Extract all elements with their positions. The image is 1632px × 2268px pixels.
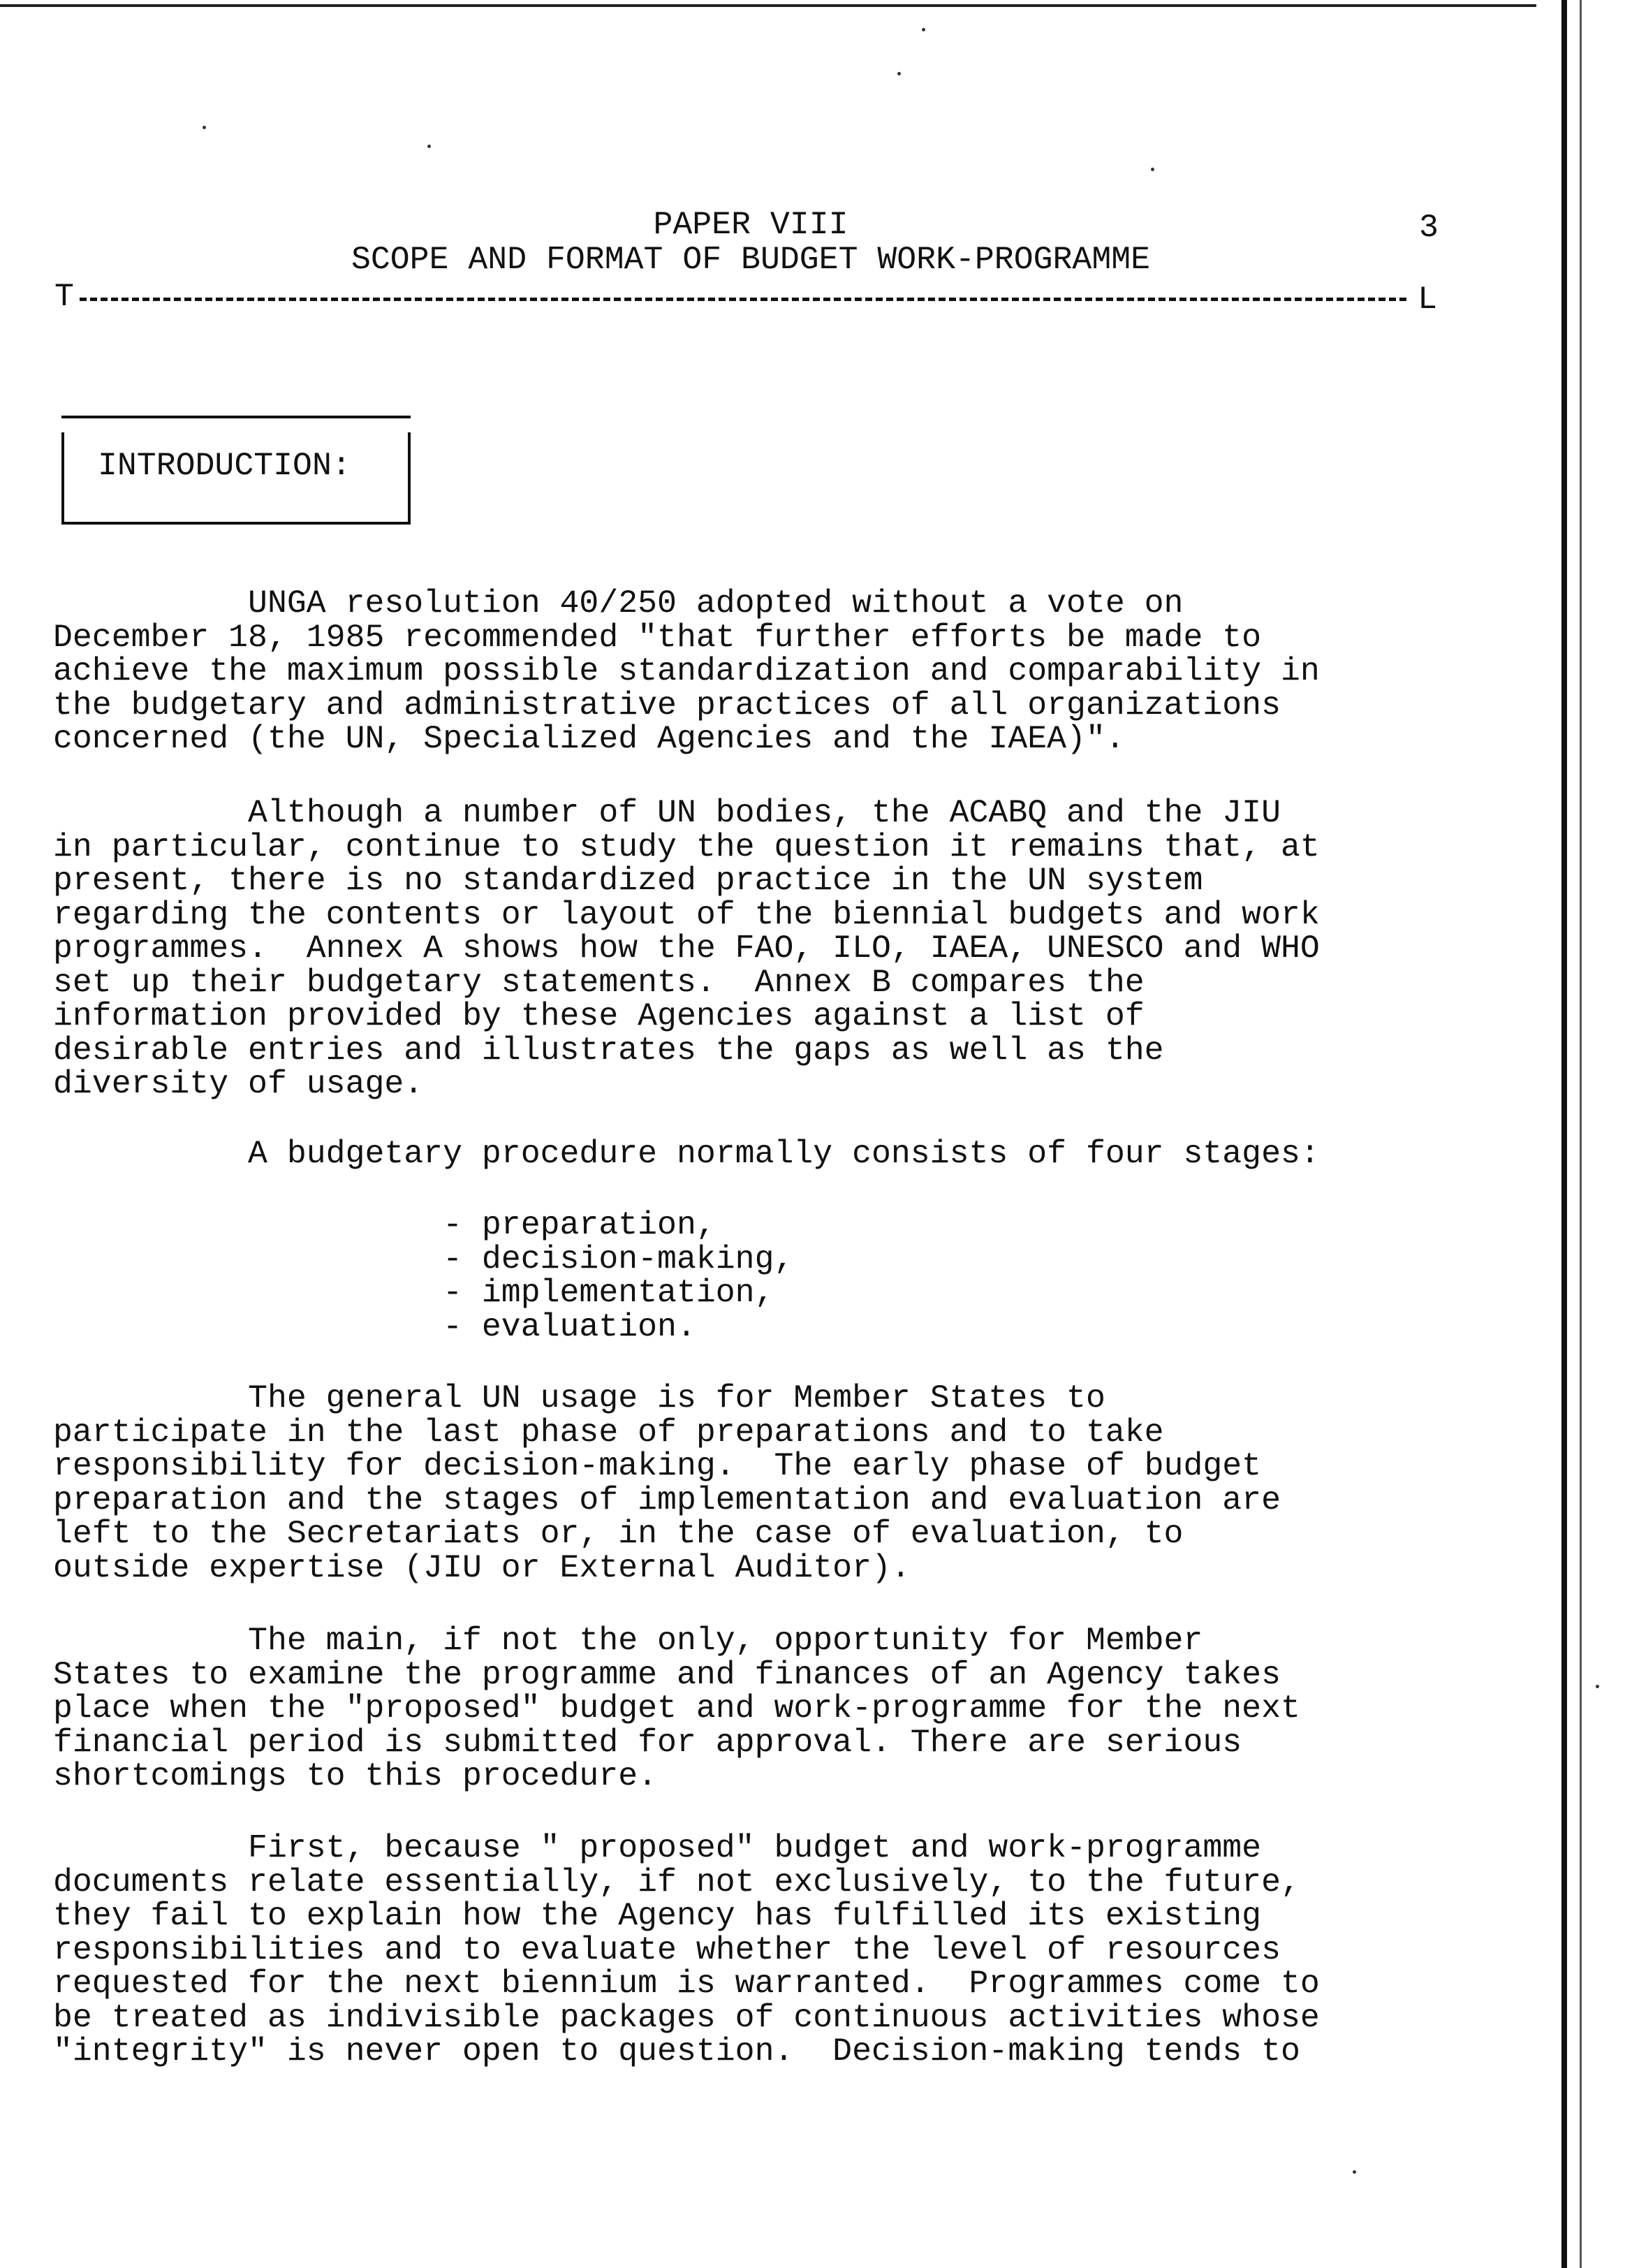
paragraph-line: achieve the maximum possible standardization and comparability in	[53, 652, 1320, 689]
paragraph-line: requested for the next biennium is warranted. Programmes come to	[53, 1965, 1320, 2002]
paragraph-line: place when the "proposed" budget and work-programme for the next	[53, 1690, 1300, 1727]
paragraph-line: information provided by these Agencies against a list of	[53, 997, 1145, 1034]
paragraph	[53, 1382, 1281, 1585]
section-heading: INTRODUCTION:	[98, 447, 351, 484]
paragraph-line: shortcomings to this procedure.	[53, 1757, 658, 1794]
header-rule-left-marker: T	[54, 278, 74, 315]
paragraph-line: the budgetary and administrative practices of all organizations	[53, 686, 1281, 724]
paragraph-line: - evaluation.	[53, 1308, 696, 1345]
scan-speck	[1596, 1685, 1599, 1688]
paragraph	[53, 1624, 1300, 1794]
header-rule-right-marker: L	[1418, 281, 1437, 318]
scan-speck	[897, 72, 901, 75]
paragraph-line: responsibility for decision-making. The early phase of budget	[53, 1447, 1262, 1484]
scan-right-edge	[1561, 0, 1567, 2268]
paragraph-line: December 18, 1985 recommended "that further efforts be made to	[53, 618, 1262, 656]
scan-speck	[1353, 2170, 1356, 2174]
paragraph-line: desirable entries and illustrates the gaps as well as the	[53, 1031, 1164, 1069]
header-dashed-line	[80, 298, 1406, 301]
scan-speck	[427, 145, 431, 148]
paragraph-line: - implementation,	[53, 1274, 774, 1311]
paragraph	[53, 1137, 1320, 1171]
paragraph-line: set up their budgetary statements. Annex B compares the	[53, 963, 1145, 1001]
scan-speck	[203, 126, 206, 129]
paragraph	[53, 1208, 793, 1344]
paragraph-line: outside expertise (JIU or External Auditor).	[53, 1549, 911, 1586]
header-rule	[54, 278, 1437, 318]
paragraph	[53, 1831, 1320, 2069]
paragraph-line: documents relate essentially, if not exclusively, to the future,	[53, 1863, 1300, 1901]
paragraph-line: participate in the last phase of preparations and to take	[53, 1413, 1164, 1451]
paragraph-line: - preparation,	[53, 1206, 716, 1243]
scan-speck	[1151, 168, 1154, 171]
paragraph-line: preparation and the stages of implementation and evaluation are	[53, 1481, 1281, 1519]
paragraph-line: concerned (the UN, Specialized Agencies and the IAEA)".	[53, 720, 1125, 757]
paragraph-line: present, there is no standardized practice in the UN system	[53, 862, 1203, 899]
paragraph-line: UNGA resolution 40/250 adopted without a vote on	[53, 585, 1184, 622]
paragraph	[53, 587, 1320, 756]
paragraph-line: States to examine the programme and finances of an Agency takes	[53, 1655, 1281, 1693]
paragraph	[53, 796, 1320, 1102]
paragraph-line: regarding the contents or layout of the biennial budgets and work	[53, 895, 1320, 933]
paragraph-line: they fail to explain how the Agency has fulfilled its existing	[53, 1897, 1262, 1934]
paragraph-line: programmes. Annex A shows how the FAO, ILO, IAEA, UNESCO and WHO	[53, 930, 1320, 967]
paragraph-line: First, because " proposed" budget and work-programme	[53, 1829, 1262, 1866]
page-number: 3	[1419, 209, 1439, 246]
scan-speck	[922, 28, 925, 31]
paragraph-line: - decision-making,	[53, 1240, 794, 1278]
scan-top-edge	[0, 4, 1536, 7]
paragraph-line: A budgetary procedure normally consists of four stages:	[53, 1135, 1320, 1172]
paragraph-line: in particular, continue to study the question it remains that, at	[53, 828, 1320, 865]
paragraph-line: "integrity" is never open to question. Decision-making tends to	[53, 2033, 1300, 2070]
paragraph-line: Although a number of UN bodies, the ACABQ and the JIU	[53, 794, 1281, 831]
paragraph-line: The general UN usage is for Member States to	[53, 1380, 1105, 1417]
paragraph-line: The main, if not the only, opportunity for Member	[53, 1622, 1203, 1659]
page-title: PAPER VIII	[653, 206, 848, 243]
section-box-left-border	[61, 432, 64, 522]
paragraph-line: diversity of usage.	[53, 1065, 424, 1102]
paragraph-line: left to the Secretariats or, in the case of evaluation, to	[53, 1515, 1184, 1552]
paragraph-line: responsibilities and to evaluate whether the level of resources	[53, 1931, 1281, 1968]
scan-right-edge-thin	[1580, 0, 1582, 2268]
section-box-right-border	[408, 432, 411, 522]
page-subtitle: SCOPE AND FORMAT OF BUDGET WORK-PROGRAMME	[351, 241, 1151, 278]
paragraph-line: be treated as indivisible packages of continuous activities whose	[53, 1998, 1320, 2036]
paragraph-line: financial period is submitted for approval. There are serious	[53, 1723, 1242, 1761]
